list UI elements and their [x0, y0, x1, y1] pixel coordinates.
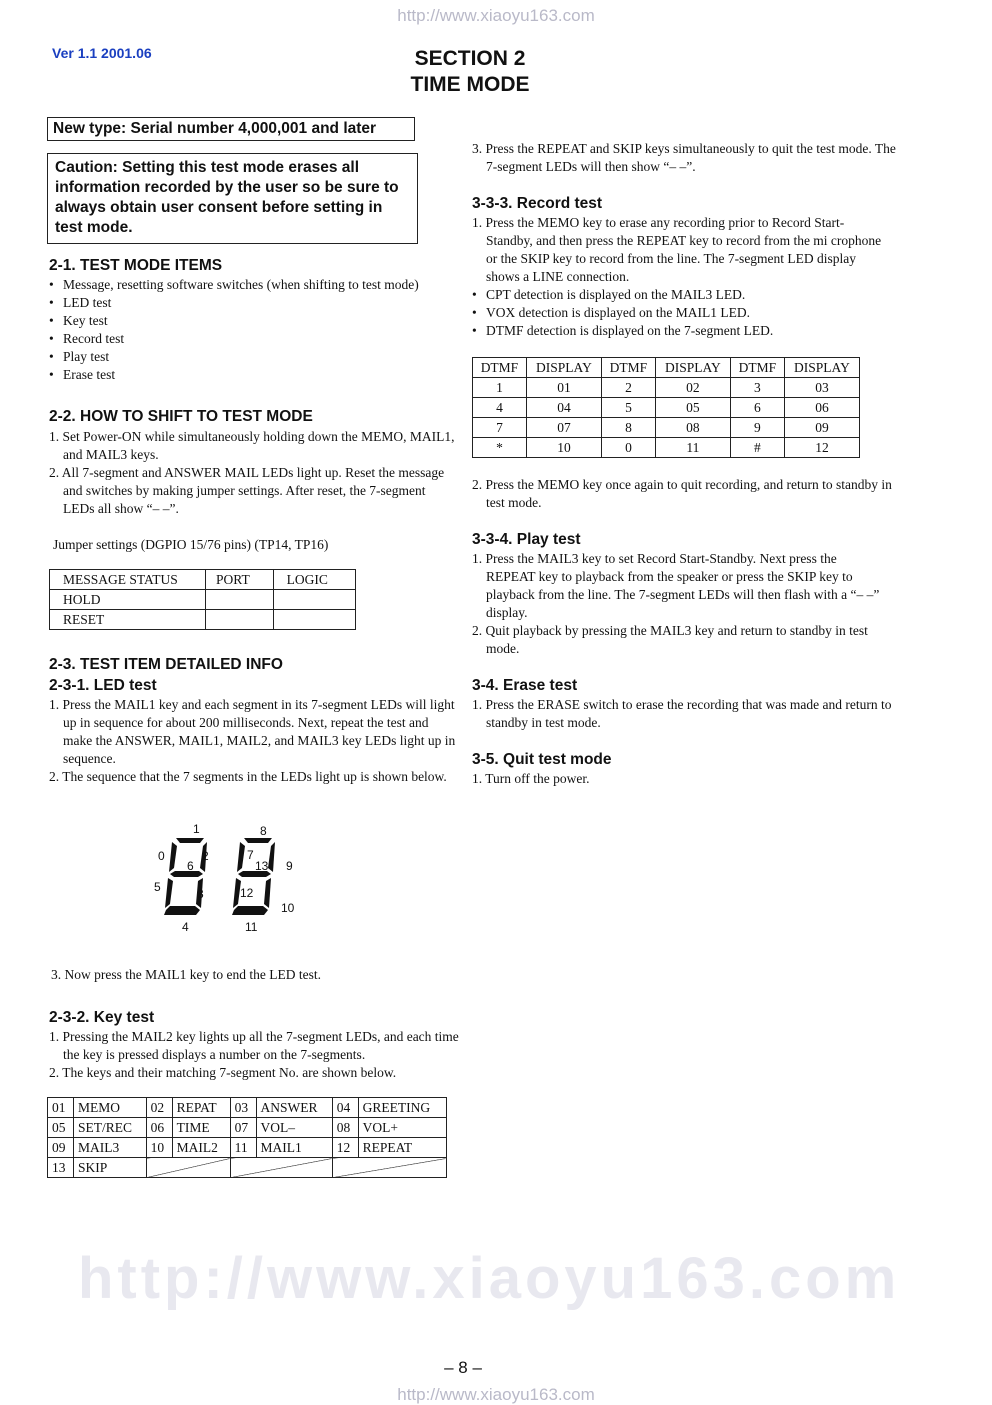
table-header: MESSAGE STATUS: [50, 570, 206, 590]
led-step3: 3. Now press the MAIL1 key to end the LED test.: [51, 967, 321, 982]
caution-box: Caution: Setting this test mode erases all information recorded by the user so be sure to always obtain user consent before setting in test mode.: [47, 153, 418, 244]
table-cell: 7: [473, 418, 527, 438]
table-cell: TIME: [172, 1118, 230, 1138]
page-title: TIME MODE: [410, 73, 530, 96]
record-steps: [472, 214, 884, 340]
table-cell: 03: [230, 1098, 256, 1118]
page-number: – 8 –: [444, 1358, 482, 1377]
list-item: • Message, resetting software switches (when shifting to test mode): [49, 276, 459, 294]
segment-label: 2: [202, 849, 209, 863]
table-cell: VOL+: [358, 1118, 446, 1138]
table-cell: 06: [784, 398, 859, 418]
quit-step: 1. Turn off the power.: [472, 771, 590, 786]
table-cell: 04: [332, 1098, 358, 1118]
key-step3: 3. Press the REPEAT and SKIP keys simultaneously to quit the test mode. The 7-segment LEDs will then show “– –”.: [472, 141, 896, 174]
table-row: [473, 438, 860, 458]
table-cell: [273, 610, 355, 630]
table-cell: 11: [230, 1138, 256, 1158]
table-cell: 2: [601, 378, 655, 398]
table-header: DISPLAY: [526, 358, 601, 378]
table-row: [48, 1098, 447, 1118]
table-cell: 3: [730, 378, 784, 398]
list-item: • Record test: [49, 330, 459, 348]
segment-label: 10: [281, 901, 295, 915]
table-cell: REPEAT: [358, 1138, 446, 1158]
table-row: [48, 1118, 447, 1138]
table-cell: GREETING: [358, 1098, 446, 1118]
segment-label: 7: [247, 848, 254, 862]
dtmf-table: [472, 357, 860, 458]
segment-label: 11: [245, 920, 258, 934]
list-item: 2. Quit playback by pressing the MAIL3 key and return to standby in test mode.: [472, 623, 868, 656]
table-cell: 8: [601, 418, 655, 438]
table-cell-empty: [332, 1158, 446, 1178]
table-row: [48, 1158, 447, 1178]
list-item: 1. Press the MEMO key to erase any recording prior to Record Start-Standby, and then press the REPEAT key to record from the mi crophone or the SKIP key to record from the line. The 7-segment LED display shows a LINE connection.: [472, 215, 882, 284]
segment-label: 6: [187, 859, 194, 873]
shift-steps: [49, 428, 459, 518]
segment-label: 3: [197, 887, 204, 901]
table-cell: 10: [146, 1138, 172, 1158]
table-cell: 01: [526, 378, 601, 398]
table-cell: [273, 590, 355, 610]
table-header: DISPLAY: [784, 358, 859, 378]
table-cell: REPAT: [172, 1098, 230, 1118]
section-number: SECTION 2: [414, 47, 526, 70]
table-cell: 12: [332, 1138, 358, 1158]
table-cell: HOLD: [50, 590, 206, 610]
segment-label: 12: [240, 886, 254, 900]
top-url[interactable]: http://www.xiaoyu163.com: [397, 6, 595, 25]
table-cell: 02: [146, 1098, 172, 1118]
list-item: • CPT detection is displayed on the MAIL3 LED.: [472, 286, 884, 304]
key-steps: [49, 1028, 464, 1082]
segment-label: 9: [286, 859, 293, 873]
list-item: 1. Press the MAIL3 key to set Record Start-Standby. Next press the REPEAT key to playback from the speaker or press the SKIP key to playback from the line. The 7-segment LEDs will then flash with a “– –” display.: [472, 551, 880, 620]
list-item: • LED test: [49, 294, 459, 312]
table-cell: ANSWER: [256, 1098, 332, 1118]
table-header: DTMF: [601, 358, 655, 378]
list-item: 1. Press the MAIL1 key and each segment in its 7-segment LEDs will light up in sequence for about 200 milliseconds. Next, repeat the test and make the ANSWER, MAIL1, MAIL2, and MAIL3 key LEDs light up in sequence.: [49, 697, 456, 766]
table-cell: SET/REC: [73, 1118, 146, 1138]
table-row: [473, 358, 860, 378]
table-cell: [206, 590, 274, 610]
table-cell: 1: [473, 378, 527, 398]
table-row: [473, 418, 860, 438]
list-item: • Key test: [49, 312, 459, 330]
list-item: 2. All 7-segment and ANSWER MAIL LEDs light up. Reset the message and switches by making jumper settings. After reset, the 7-segment LEDs all show “– –”.: [49, 465, 445, 516]
seven-segment-diagram: [148, 818, 308, 938]
subsection-heading: 2-3-2. Key test: [49, 1009, 155, 1026]
table-cell: 02: [655, 378, 730, 398]
table-cell-empty: [230, 1158, 332, 1178]
subsection-heading: 2-3-1. LED test: [49, 677, 157, 694]
subsection-heading: 3-5. Quit test mode: [472, 751, 612, 768]
segment-label: 1: [193, 822, 200, 836]
subsection-heading: 3-4. Erase test: [472, 677, 578, 694]
digit-left: [164, 838, 207, 915]
play-steps: [472, 550, 884, 658]
subsection-heading: 3-3-3. Record test: [472, 195, 603, 212]
table-cell: 08: [655, 418, 730, 438]
table-cell: 9: [730, 418, 784, 438]
list-item: • DTMF detection is displayed on the 7-segment LED.: [472, 322, 884, 340]
table-cell: MAIL3: [73, 1138, 146, 1158]
table-cell: RESET: [50, 610, 206, 630]
table-cell: #: [730, 438, 784, 458]
list-item: 1. Set Power-ON while simultaneously holding down the MEMO, MAIL1, and MAIL3 keys.: [49, 429, 455, 462]
table-cell: [206, 610, 274, 630]
segment-label: 13: [255, 859, 269, 873]
table-header: LOGIC: [273, 570, 355, 590]
segment-label: 8: [260, 824, 267, 838]
jumper-note: Jumper settings (DGPIO 15/76 pins) (TP14, TP16): [53, 537, 329, 552]
table-cell: 05: [48, 1118, 74, 1138]
bottom-url[interactable]: http://www.xiaoyu163.com: [397, 1385, 595, 1404]
segment-label: 5: [154, 880, 161, 894]
table-cell: MAIL1: [256, 1138, 332, 1158]
table-cell: 13: [48, 1158, 74, 1178]
version-label: Ver 1.1 2001.06: [52, 45, 152, 61]
record-step2: 2. Press the MEMO key once again to quit recording, and return to standby in test mode.: [472, 477, 892, 510]
table-cell: 03: [784, 378, 859, 398]
table-cell: 5: [601, 398, 655, 418]
table-header: DTMF: [473, 358, 527, 378]
subsection-heading: 3-3-4. Play test: [472, 531, 581, 548]
section-heading: 2-3. TEST ITEM DETAILED INFO: [49, 656, 283, 673]
jumper-table: [49, 569, 356, 630]
table-cell: VOL–: [256, 1118, 332, 1138]
table-row: [50, 590, 356, 610]
table-cell: 06: [146, 1118, 172, 1138]
serial-notice: New type: Serial number 4,000,001 and later: [47, 117, 415, 141]
table-cell: 01: [48, 1098, 74, 1118]
test-mode-items: [49, 276, 459, 384]
list-item: 1. Pressing the MAIL2 key lights up all the 7-segment LEDs, and each time the key is pressed displays a number on the 7-segments.: [49, 1029, 459, 1062]
list-item: • Play test: [49, 348, 459, 366]
table-cell: MEMO: [73, 1098, 146, 1118]
table-cell: 0: [601, 438, 655, 458]
table-row: [48, 1138, 447, 1158]
section-heading: 2-1. TEST MODE ITEMS: [49, 257, 223, 274]
seven-segment-graphic: [148, 818, 308, 938]
table-row: [473, 378, 860, 398]
table-row: [50, 570, 356, 590]
led-steps: [49, 696, 459, 786]
table-cell-empty: [146, 1158, 230, 1178]
segment-label: 0: [158, 849, 165, 863]
table-cell: 11: [655, 438, 730, 458]
watermark: http://www.xiaoyu163.com: [78, 1246, 901, 1311]
segment-label: 4: [182, 920, 189, 934]
table-row: [50, 610, 356, 630]
table-cell: 08: [332, 1118, 358, 1138]
table-cell: 12: [784, 438, 859, 458]
table-cell: 09: [784, 418, 859, 438]
table-cell: 07: [230, 1118, 256, 1138]
list-item: • Erase test: [49, 366, 459, 384]
list-item: • VOX detection is displayed on the MAIL1 LED.: [472, 304, 884, 322]
table-cell: 10: [526, 438, 601, 458]
table-cell: *: [473, 438, 527, 458]
erase-step: 1. Press the ERASE switch to erase the recording that was made and return to standby in test mode.: [472, 697, 892, 730]
table-cell: 6: [730, 398, 784, 418]
table-cell: 07: [526, 418, 601, 438]
table-cell: 4: [473, 398, 527, 418]
table-header: PORT: [206, 570, 274, 590]
list-item: 2. The keys and their matching 7-segment No. are shown below.: [49, 1065, 397, 1080]
list-item: 2. The sequence that the 7 segments in the LEDs light up is shown below.: [49, 769, 447, 784]
table-row: [473, 398, 860, 418]
table-cell: SKIP: [73, 1158, 146, 1178]
key-table: [47, 1097, 447, 1178]
table-header: DTMF: [730, 358, 784, 378]
table-cell: 05: [655, 398, 730, 418]
table-cell: MAIL2: [172, 1138, 230, 1158]
section-heading: 2-2. HOW TO SHIFT TO TEST MODE: [49, 408, 313, 425]
table-cell: 09: [48, 1138, 74, 1158]
table-cell: 04: [526, 398, 601, 418]
table-header: DISPLAY: [655, 358, 730, 378]
